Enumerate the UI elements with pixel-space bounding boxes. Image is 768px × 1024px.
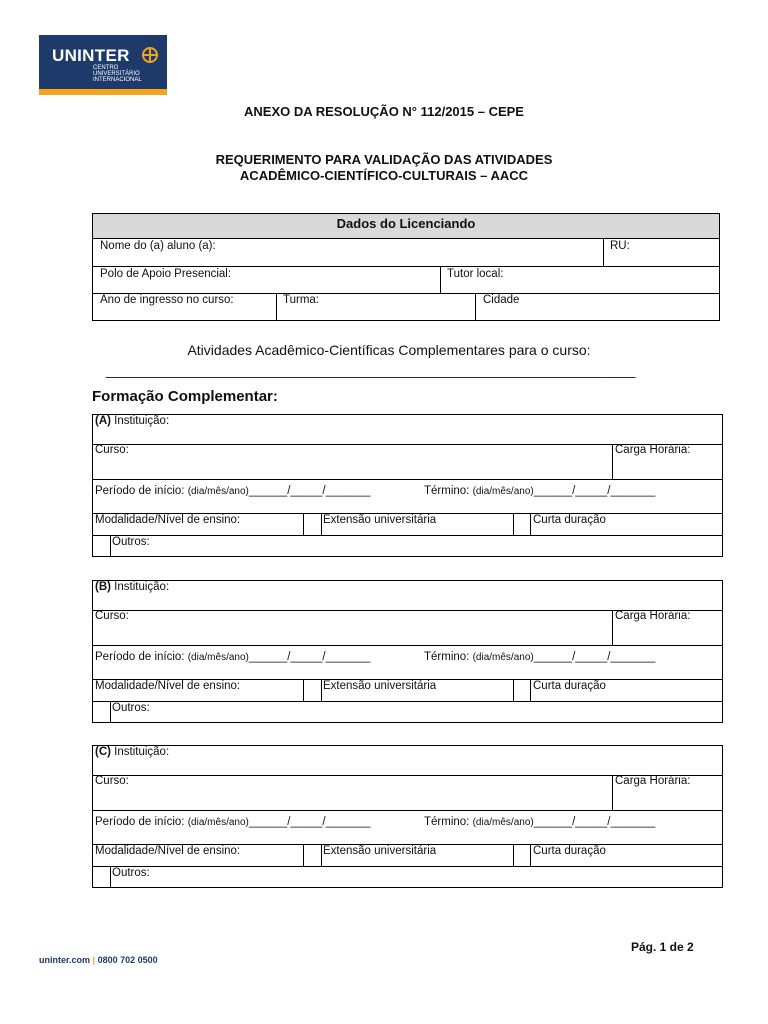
city-field[interactable]: Cidade <box>483 294 520 306</box>
training-block-c <box>92 745 723 888</box>
start-date-hint: (dia/mês/ano) <box>187 817 249 828</box>
others-option[interactable]: Outros: <box>112 867 150 879</box>
extension-option[interactable]: Extensão universitária <box>323 514 437 526</box>
support-center-field[interactable]: Polo de Apoio Presencial: <box>100 268 232 280</box>
training-block-a <box>92 414 723 557</box>
end-date-blank: ______/_____/_______ <box>533 651 656 663</box>
local-tutor-field[interactable]: Tutor local: <box>447 268 504 280</box>
end-date-field[interactable] <box>424 485 655 497</box>
logo-accent-bar <box>39 89 167 95</box>
page-number: Pág. 1 de 2 <box>631 940 694 954</box>
end-date-blank: ______/_____/_______ <box>533 816 656 828</box>
student-name-field[interactable]: Nome do (a) aluno (a): <box>100 240 216 252</box>
activities-label: Atividades Acadêmico-Científicas Complementares para o curso: <box>187 342 591 358</box>
end-date-label: Término: <box>424 651 470 663</box>
start-date-hint: (dia/mês/ano) <box>187 486 249 497</box>
end-date-hint: (dia/mês/ano) <box>472 817 534 828</box>
start-date-label: Período de início: <box>95 651 185 663</box>
workload-field[interactable]: Carga Horária: <box>615 775 691 787</box>
footer-phone: 0800 702 0500 <box>97 955 158 965</box>
start-date-field[interactable] <box>95 485 370 497</box>
title-line-2: ACADÊMICO-CIENTÍFICO-CULTURAIS – AACC <box>239 168 529 183</box>
logo-subtitle: CENTRO UNIVERSITÁRIO INTERNACIONAL <box>93 65 142 83</box>
institution-field[interactable] <box>95 746 169 758</box>
course-name-line[interactable]: ____________________________________________________________________ <box>106 362 636 378</box>
start-date-label: Período de início: <box>95 816 185 828</box>
workload-field[interactable]: Carga Horária: <box>615 610 691 622</box>
modality-label: Modalidade/Nível de ensino: <box>95 680 241 692</box>
end-date-label: Término: <box>424 485 470 497</box>
course-field[interactable]: Curso: <box>95 775 129 787</box>
short-course-option[interactable]: Curta duração <box>533 680 606 692</box>
start-date-hint: (dia/mês/ano) <box>187 652 249 663</box>
course-field[interactable]: Curso: <box>95 610 129 622</box>
short-course-option[interactable]: Curta duração <box>533 845 606 857</box>
footer-url[interactable]: uninter.com <box>39 955 91 965</box>
start-date-blank: ______/_____/_______ <box>248 816 371 828</box>
extension-option[interactable]: Extensão universitária <box>323 680 437 692</box>
entry-year-field[interactable]: Ano de ingresso no curso: <box>100 294 234 306</box>
course-field[interactable]: Curso: <box>95 444 129 456</box>
others-option[interactable]: Outros: <box>112 536 150 548</box>
end-date-field[interactable] <box>424 651 655 663</box>
modality-label: Modalidade/Nível de ensino: <box>95 845 241 857</box>
complementary-training-title: Formação Complementar: <box>92 388 278 405</box>
globe-icon <box>142 47 158 63</box>
end-date-field[interactable] <box>424 816 655 828</box>
institution-label: Instituição: <box>114 746 170 758</box>
ru-field[interactable]: RU: <box>610 240 630 252</box>
block-letter: (B) <box>95 581 111 593</box>
title-line-1: REQUERIMENTO PARA VALIDAÇÃO DAS ATIVIDADES <box>215 152 553 167</box>
start-date-field[interactable] <box>95 816 370 828</box>
institution-label: Instituição: <box>114 581 170 593</box>
start-date-blank: ______/_____/_______ <box>248 485 371 497</box>
student-data-table <box>92 213 720 321</box>
footer-contact <box>39 955 158 965</box>
short-course-option[interactable]: Curta duração <box>533 514 606 526</box>
logo-name: UNINTER <box>52 46 130 65</box>
end-date-label: Término: <box>424 816 470 828</box>
modality-label: Modalidade/Nível de ensino: <box>95 514 241 526</box>
resolution-heading: ANEXO DA RESOLUÇÃO N° 112/2015 – CEPE <box>244 104 524 119</box>
end-date-hint: (dia/mês/ano) <box>472 486 534 497</box>
others-option[interactable]: Outros: <box>112 702 150 714</box>
student-data-header: Dados do Licenciando <box>336 216 476 231</box>
start-date-label: Período de início: <box>95 485 185 497</box>
institution-label: Instituição: <box>114 415 170 427</box>
class-field[interactable]: Turma: <box>283 294 319 306</box>
footer-separator: | <box>92 955 96 965</box>
block-letter: (A) <box>95 415 111 427</box>
training-block-b <box>92 580 723 723</box>
start-date-field[interactable] <box>95 651 370 663</box>
start-date-blank: ______/_____/_______ <box>248 651 371 663</box>
workload-field[interactable]: Carga Horária: <box>615 444 691 456</box>
end-date-blank: ______/_____/_______ <box>533 485 656 497</box>
institution-field[interactable] <box>95 581 169 593</box>
institution-field[interactable] <box>95 415 169 427</box>
block-letter: (C) <box>95 746 111 758</box>
end-date-hint: (dia/mês/ano) <box>472 652 534 663</box>
extension-option[interactable]: Extensão universitária <box>323 845 437 857</box>
uninter-logo <box>39 35 167 95</box>
